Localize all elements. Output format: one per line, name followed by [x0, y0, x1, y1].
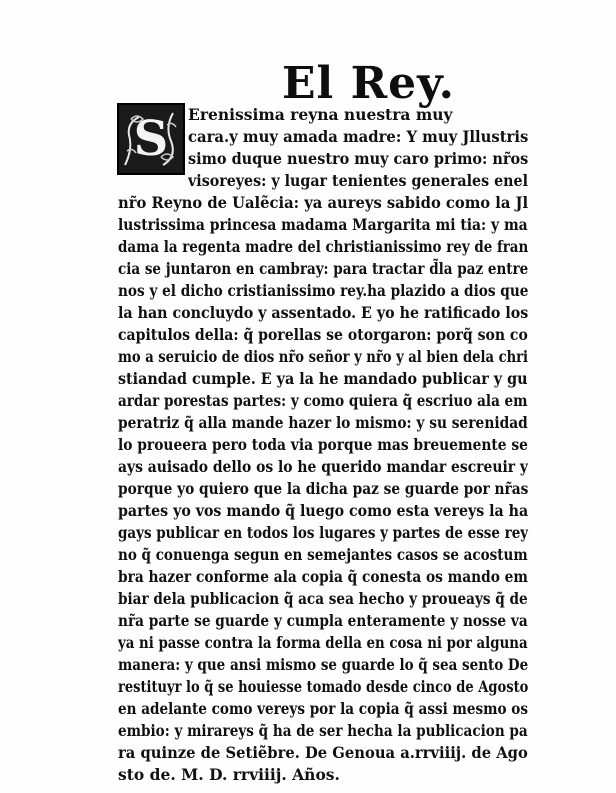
text-line: stiandad cumple. E ya la he mandado publicar y gu: [118, 369, 528, 388]
text-line: dama la regenta madre del christianissimo rey de fran: [118, 237, 529, 256]
text-line: ardar porestas partes: y como quiera q̃ escriuo ala em: [118, 391, 528, 410]
ornament-icon: [119, 105, 183, 173]
text-line: ays auisado dello os lo he querido mandar escreuir y: [118, 457, 528, 476]
text-line: nos y el dicho cristianissimo rey.ha plazido a dios que: [118, 281, 529, 300]
text-line: nr̃o Reyno de Ualẽcia: ya aureys sabido como la Jl: [118, 193, 528, 212]
text-line: mo a seruicio de dios nr̃o señor y nr̃o y al bien dela chri: [118, 347, 528, 366]
text-line: ra quinze de Setiẽbre. De Genoua a.rrviiij. de Ago: [118, 743, 528, 762]
text-line: en adelante como vereys por la copia q̃ assi mesmo os: [118, 699, 528, 718]
text-line: cia se juntaron en cambray: para tractar d̃la paz entre: [118, 259, 528, 278]
text-line: Erenissima reyna nuestra muy: [188, 105, 453, 124]
text-line: capitulos della: q̃ porellas se otorgaron: porq̃ son co: [118, 325, 528, 344]
text-line: lo proueera pero toda via porque mas breuemente se: [118, 435, 528, 454]
text-line: simo duque nuestro muy caro primo: nr̃os: [188, 149, 529, 168]
initial-letter-glyph: S: [133, 111, 169, 167]
letter-title: El Rey.: [282, 58, 455, 109]
text-line: partes yo vos mando q̃ luego como esta vereys la ha: [118, 501, 528, 520]
text-line: ya ni passe contra la forma della en cosa ni por alguna: [118, 633, 528, 652]
text-line: sto de. M. D. rrviiij. Años.: [118, 765, 340, 784]
decorated-initial-letter: [117, 103, 185, 175]
text-line: lustrissima princesa madama Margarita mi tia: y ma: [118, 215, 528, 234]
text-line: manera: y que ansi mismo se guarde lo q̃ sea sento De: [118, 655, 528, 674]
text-line: la han concluydo y assentado. E yo he ratificado los: [118, 303, 528, 322]
text-line: porque yo quiero que la dicha paz se guarde por nr̃as: [118, 479, 529, 498]
text-line: embio: y mirareys q̃ ha de ser hecha la publicacion pa: [118, 721, 528, 740]
text-line: no q̃ conuenga segun en semejantes casos se acostum: [118, 545, 528, 564]
text-line: cara.y muy amada madre: Y muy Jllustris: [188, 127, 528, 146]
text-line: bra hazer conforme ala copia q̃ conesta os mando em: [118, 567, 528, 586]
text-line: peratriz q̃ alla mande hazer lo mismo: y su serenidad: [118, 413, 528, 432]
text-line: nr̃a parte se guarde y cumpla enteramente y nosse va: [118, 611, 528, 630]
text-line: gays publicar en todos los lugares y partes de esse rey: [118, 523, 529, 542]
text-line: restituyr lo q̃ se houiesse tomado desde cinco de Agosto: [118, 677, 529, 696]
text-line: biar dela publicacion q̃ aca sea hecho y proueays q̃ de: [118, 589, 528, 608]
text-line: visoreyes: y lugar tenientes generales enel: [188, 171, 528, 190]
